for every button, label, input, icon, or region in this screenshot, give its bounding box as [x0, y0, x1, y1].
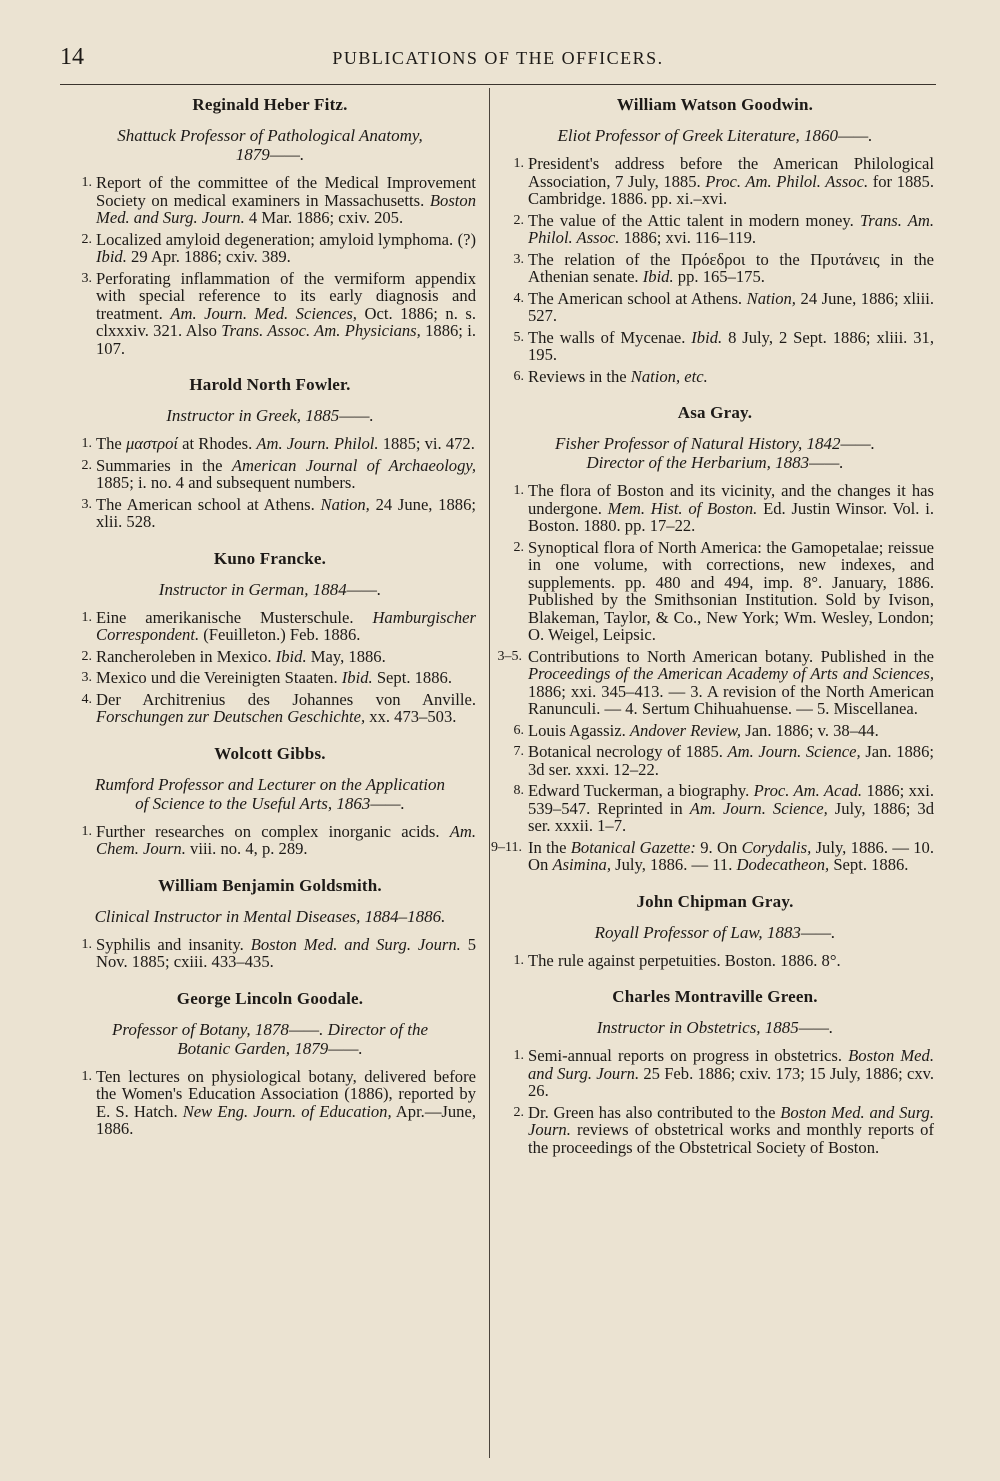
- publication-item: [496, 368, 934, 386]
- citation-text: The: [96, 434, 122, 453]
- officer-name: Wolcott Gibbs.: [214, 743, 326, 763]
- officer-name: Kuno Francke.: [213, 548, 327, 568]
- item-number: 8.: [513, 783, 524, 798]
- item-number: 2.: [513, 212, 524, 228]
- citation-journal: American Journal of Archaeology,: [231, 455, 476, 475]
- citation-text: viii. no. 4, p. 289.: [190, 839, 308, 858]
- item-number: 2.: [81, 648, 92, 664]
- citation-journal: New Eng. Journ. of Education,: [182, 1101, 392, 1121]
- citation-text: Louis Agassiz.: [528, 720, 626, 740]
- citation-text: Jan. 1886; v. 38–44.: [745, 720, 879, 740]
- officer-title: [496, 434, 934, 472]
- citation-text: 1885; i. no. 4 and subsequent numbers.: [96, 473, 356, 492]
- item-number: 5.: [513, 329, 524, 345]
- item-number: 6.: [513, 368, 524, 384]
- citation-text: 24 June, 1886; xlii. 528.: [96, 494, 476, 531]
- citation-text: Localized amyloid degeneration; amyloid lymphoma. (?): [96, 229, 476, 249]
- title-line: Instructor in Greek, 1885——.: [166, 406, 374, 425]
- citation-journal: Botanical Gazette:: [570, 837, 696, 857]
- officer-title: [496, 923, 934, 942]
- citation-journal: Forschungen zur Deutschen Geschichte,: [96, 707, 366, 726]
- item-number: 1.: [81, 436, 92, 451]
- citation-journal: Corydalis,: [741, 837, 812, 857]
- citation-text: reviews of obstetrical works and monthly reports of the proceedings of the Obstetrical Society of Boston.: [528, 1120, 934, 1157]
- publication-item: [496, 722, 934, 740]
- citation-journal: Boston Med. and Surg. Journ.: [528, 1046, 934, 1083]
- officer-title: [64, 126, 476, 164]
- publication-item: [64, 609, 476, 644]
- citation-journal: Dodecatheon,: [736, 855, 830, 874]
- title-line: Royall Professor of Law, 1883——.: [594, 922, 836, 942]
- citation-text: Semi-annual reports on progress in obstetrics.: [528, 1046, 843, 1065]
- publication-item: [64, 1068, 476, 1138]
- item-number: 6.: [513, 722, 524, 738]
- publication-item: [64, 270, 476, 358]
- citation-text: Oct. 1886; n. s. clxxxiv. 321. Also: [96, 303, 477, 340]
- officer-title: [64, 1020, 476, 1058]
- citation-text: Jan. 1886; 3d ser. xxxi. 12–22.: [528, 742, 934, 779]
- citation-text: Reviews in the: [528, 366, 627, 386]
- citation-text: July, 1886. — 10. On: [528, 837, 934, 874]
- citation-journal: Trans. Am. Philol. Assoc.: [528, 210, 935, 247]
- citation-text: 25 Feb. 1886; cxiv. 173; 15 July, 1886; cxv. 26.: [528, 1063, 934, 1100]
- citation-text: Sept. 1886.: [833, 855, 909, 874]
- officer-entry: [496, 892, 934, 970]
- title-line: 1879——.: [235, 145, 305, 164]
- citation-text: Botanical necrology of 1885.: [528, 742, 723, 761]
- title-line: Rumford Professor and Lecturer on the Application: [94, 774, 446, 794]
- citation-journal: Andover Review,: [629, 720, 742, 740]
- officer-entry: [64, 95, 476, 357]
- item-number: 1.: [81, 609, 92, 625]
- publication-item: [496, 155, 934, 208]
- citation-text: May, 1886.: [310, 646, 386, 666]
- citation-text: 8 July, 2 Sept. 1886; xliii. 31, 195.: [528, 327, 934, 364]
- title-line: Instructor in Obstetrics, 1885——.: [596, 1018, 834, 1037]
- citation-text: July, 1886. — 11.: [615, 855, 733, 874]
- citation-text: Report of the committee of the Medical Improvement Society on medical examiners in Massachusetts.: [96, 173, 476, 210]
- citation-text: The rule against perpetuities. Boston. 1886. 8°.: [528, 950, 841, 970]
- officer-entry: [496, 987, 934, 1156]
- citation-text: Perforating inflammation of the vermiform appendix with special reference to its early diagnosis and treatment.: [96, 268, 476, 323]
- publication-item: [64, 823, 476, 858]
- item-number: 3.: [513, 251, 524, 267]
- citation-journal: μαστροί: [125, 434, 179, 453]
- citation-journal: Am. Journ. Science,: [689, 798, 828, 818]
- citation-text: President's address before the American Philological Association, 7 July, 1885.: [528, 154, 934, 191]
- publication-item: [496, 952, 934, 970]
- citation-text: The walls of Mycenae.: [528, 327, 686, 347]
- citation-journal: Nation, etc.: [630, 366, 708, 386]
- officer-title: [496, 126, 934, 145]
- citation-text: The American school at Athens.: [96, 494, 315, 514]
- officer-entry: [64, 876, 476, 971]
- title-line: Botanic Garden, 1879——.: [177, 1038, 363, 1058]
- citation-text: The value of the Attic talent in modern money.: [528, 210, 854, 230]
- citation-text: for 1885. Cambridge. 1886. pp. xi.–xvi.: [528, 171, 935, 208]
- citation-text: In the: [528, 837, 567, 857]
- title-line: Fisher Professor of Natural History, 1842——.: [554, 434, 876, 453]
- item-number: 1.: [513, 952, 524, 968]
- publication-item: [496, 539, 934, 644]
- publication-item: [64, 457, 476, 492]
- citation-text: Ed. Justin Winsor. Vol. i. Boston. 1880. pp. 17–22.: [528, 498, 934, 535]
- left-column: [64, 95, 476, 1156]
- item-number: 1.: [81, 1068, 92, 1084]
- item-number: 9–11.: [491, 839, 522, 855]
- officer-entry: [64, 549, 476, 726]
- citation-text: Further researches on complex inorganic acids.: [96, 821, 440, 841]
- publication-item: [496, 212, 934, 247]
- citation-text: xx. 473–503.: [369, 707, 457, 726]
- officer-entry: [64, 989, 476, 1138]
- officer-entry: [64, 375, 476, 531]
- publication-item: [496, 1104, 934, 1157]
- publication-item: [64, 669, 476, 687]
- officer-name: Charles Montraville Green.: [612, 987, 818, 1006]
- citation-journal: Mem. Hist. of Boston.: [607, 498, 758, 518]
- citation-journal: Boston Med. and Surg. Journ.: [96, 190, 476, 227]
- publication-item: [64, 231, 476, 266]
- citation-text: Sept. 1886.: [376, 668, 452, 687]
- citation-journal: Boston Med. and Surg. Journ.: [528, 1102, 934, 1139]
- publication-item: [64, 936, 476, 971]
- item-number: 2.: [513, 1104, 524, 1120]
- citation-journal: Hamburgischer Correspondent.: [96, 607, 476, 644]
- right-column: [491, 95, 935, 1174]
- item-number: 2.: [81, 231, 92, 247]
- item-number: 1.: [81, 175, 92, 190]
- title-line: Instructor in German, 1884——.: [158, 579, 382, 599]
- item-number: 2.: [81, 457, 92, 473]
- citation-journal: Proceedings of the American Academy of Arts and Sciences,: [528, 664, 934, 683]
- publication-item: [496, 648, 934, 718]
- citation-journal: Am. Chem. Journ.: [96, 821, 476, 858]
- citation-text: 1886; xvi. 116–119.: [623, 228, 757, 247]
- citation-journal: Am. Journ. Science,: [727, 742, 861, 761]
- citation-text: Ten lectures on physiological botany, delivered before the Women's Education Association (1886), reported by E. S. Hatch.: [96, 1066, 476, 1121]
- item-number: 1.: [81, 823, 92, 839]
- citation-text: The American school at Athens.: [528, 288, 743, 308]
- citation-journal: Proc. Am. Acad.: [753, 781, 863, 800]
- citation-text: 5 Nov. 1885; cxiii. 433–435.: [96, 934, 476, 971]
- officer-name: William Watson Goodwin.: [616, 95, 814, 114]
- citation-text: Mexico und die Vereinigten Staaten.: [96, 668, 338, 687]
- citation-text: Contributions to North American botany. Published in the: [528, 646, 934, 666]
- citation-text: 1886; i. 107.: [96, 321, 476, 358]
- publication-item: [496, 782, 934, 835]
- column-divider: [489, 88, 490, 1458]
- officer-name: William Benjamin Goldsmith.: [158, 875, 382, 895]
- citation-text: Der Architrenius des Johannes von Anville.: [96, 689, 476, 709]
- publication-item: [64, 435, 476, 453]
- publication-item: [64, 174, 476, 227]
- citation-text: 24 June, 1886; xliii. 527.: [528, 288, 935, 325]
- citation-text: 29 Apr. 1886; cxiv. 389.: [131, 247, 291, 266]
- title-line: Professor of Botany, 1878——. Director of the: [111, 1019, 429, 1039]
- publication-item: [496, 251, 934, 286]
- publication-item: [64, 691, 476, 726]
- title-line: of Science to the Useful Arts, 1863——.: [135, 793, 405, 813]
- citation-journal: Nation,: [746, 288, 796, 308]
- citation-journal: Boston Med. and Surg. Journ.: [250, 934, 461, 954]
- citation-text: Dr. Green has also contributed to the: [528, 1102, 776, 1122]
- title-line: Shattuck Professor of Pathological Anatomy,: [117, 126, 423, 145]
- officer-title: [64, 907, 476, 926]
- citation-text: 1886; xxi. 345–413. — 3. A revision of the North American Ranunculi. — 4. Sertum Chihuahuense. — 5. Miscellanea.: [528, 681, 934, 718]
- citation-journal: Asimina,: [552, 855, 611, 874]
- citation-journal: Ibid.: [341, 668, 373, 687]
- citation-text: 9. On: [700, 837, 738, 857]
- officer-name: George Lincoln Goodale.: [176, 988, 364, 1008]
- citation-text: 1885; vi. 472.: [382, 434, 475, 453]
- officer-title: [64, 580, 476, 599]
- item-number: 4.: [513, 290, 524, 306]
- officer-title: [64, 406, 476, 425]
- citation-text: July, 1886; 3d ser. xxxii. 1–7.: [528, 798, 934, 835]
- publication-item: [496, 1047, 934, 1100]
- citation-journal: Proc. Am. Philol. Assoc.: [705, 171, 869, 191]
- officer-name: John Chipman Gray.: [636, 891, 794, 911]
- citation-journal: Nation,: [320, 494, 370, 514]
- citation-text: Synoptical flora of North America: the Gamopetalae; reissue in one volume, with corrections, new indexes, and supplements. pp. 480 and 494, imp. 8°. January, 1886. Published by the Smithsonian Institution. Sold by Ivison, Blakeman, Taylor, & Co., New York; Wm. Wesley, London; O. Weigel, Leipsic.: [528, 537, 934, 644]
- item-number: 1.: [513, 156, 524, 171]
- publication-item: [496, 743, 934, 778]
- publication-item: [496, 290, 934, 325]
- citation-text: 1886; xxi. 539–547. Reprinted in: [528, 781, 934, 818]
- officer-entry: [491, 403, 934, 874]
- item-number: 3–5.: [497, 648, 522, 664]
- officer-entry: [496, 95, 934, 385]
- officer-name: Reginald Heber Fitz.: [192, 95, 348, 114]
- citation-text: Edward Tuckerman, a biography.: [528, 781, 750, 800]
- citation-text: The flora of Boston and its vicinity, and the changes it has undergone.: [528, 481, 934, 518]
- citation-text: Eine amerikanische Musterschule.: [96, 607, 354, 627]
- officer-title: [496, 1018, 934, 1037]
- item-number: 3.: [81, 270, 92, 286]
- citation-journal: Ibid.: [642, 267, 674, 286]
- title-line: Clinical Instructor in Mental Diseases, 1884–1886.: [94, 906, 446, 926]
- citation-journal: Trans. Assoc. Am. Physicians,: [221, 321, 421, 340]
- publication-item: [496, 329, 934, 364]
- citation-text: Rancheroleben in Mexico.: [96, 646, 272, 666]
- title-line: Eliot Professor of Greek Literature, 1860——.: [557, 126, 873, 145]
- item-number: 2.: [513, 539, 524, 555]
- citation-text: Apr.—June, 1886.: [96, 1101, 476, 1138]
- citation-journal: Am. Journ. Med. Sciences,: [170, 303, 357, 323]
- citation-text: at Rhodes.: [182, 434, 253, 453]
- citation-text: Syphilis and insanity.: [96, 934, 244, 954]
- officer-name: Harold North Fowler.: [189, 375, 351, 394]
- item-number: 7.: [513, 744, 524, 759]
- page-header: [60, 44, 936, 85]
- page-number: 14: [60, 44, 84, 70]
- publication-item: [496, 482, 934, 535]
- citation-text: pp. 165–175.: [677, 267, 765, 286]
- officer-title: [64, 775, 476, 813]
- publication-item: [64, 648, 476, 666]
- publication-item: [64, 496, 476, 531]
- item-number: 1.: [513, 483, 524, 498]
- citation-journal: Am. Journ. Philol.: [256, 434, 379, 453]
- item-number: 1.: [513, 1048, 524, 1063]
- citation-journal: Ibid.: [691, 327, 723, 347]
- citation-journal: Ibid.: [96, 247, 127, 266]
- citation-text: The relation of the Πρόεδροι to the Πρυτάνεις in the Athenian senate.: [528, 249, 934, 286]
- publication-item: [491, 837, 934, 874]
- title-line: Director of the Herbarium, 1883——.: [586, 453, 844, 472]
- item-number: 3.: [81, 670, 92, 685]
- running-title: PUBLICATIONS OF THE OFFICERS.: [332, 48, 664, 68]
- citation-text: 4 Mar. 1886; cxiv. 205.: [248, 208, 404, 227]
- item-number: 1.: [81, 936, 92, 952]
- officer-name: Asa Gray.: [677, 403, 753, 422]
- item-number: 4.: [81, 691, 92, 707]
- citation-text: Summaries in the: [96, 455, 223, 475]
- citation-text: (Feuilleton.) Feb. 1886.: [203, 625, 361, 644]
- citation-journal: Ibid.: [275, 646, 307, 666]
- officer-entry: [64, 744, 476, 858]
- item-number: 3.: [81, 496, 92, 512]
